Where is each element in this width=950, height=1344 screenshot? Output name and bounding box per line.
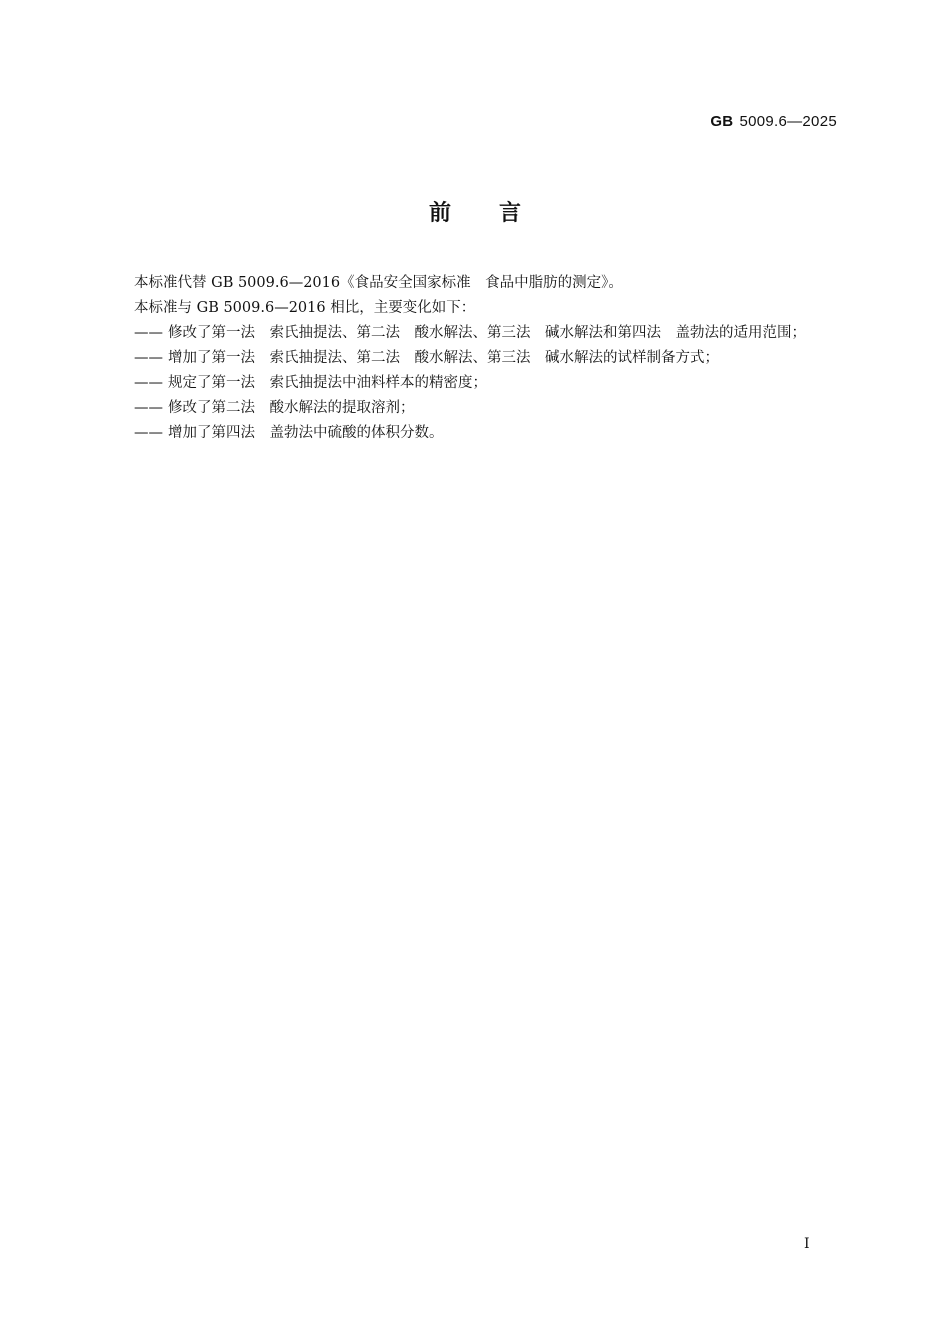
page-number: I (804, 1236, 810, 1252)
page-title: 前言 (428, 201, 569, 226)
intro-paragraph-2: 本标准与 GB 5009.6—2016 相比，主要变化如下： (134, 300, 476, 316)
change-item-text: 规定了第一法 索氏抽提法中油料样本的精密度； (168, 375, 487, 391)
intro-paragraph-1: 本标准代替 GB 5009.6—2016《食品安全国家标准 食品中脂肪的测定》。 (134, 275, 623, 291)
preface-body (134, 271, 837, 446)
change-item-3 (134, 371, 837, 396)
dash-marker: —— (134, 425, 163, 441)
standard-code: 5009.6—2025 (739, 113, 837, 130)
change-item-2 (134, 346, 837, 371)
change-item-text: 修改了第二法 酸水解法的提取溶剂； (168, 400, 415, 416)
change-item-text: 修改了第一法 索氏抽提法、第二法 酸水解法、第三法 碱水解法和第四法 盖勃法的适用范围； (168, 325, 806, 341)
dash-marker: —— (134, 350, 163, 366)
change-item-5 (134, 421, 837, 446)
change-item-1 (134, 321, 837, 346)
dash-marker: —— (134, 375, 163, 391)
dash-marker: —— (134, 325, 163, 341)
standard-prefix: GB (710, 113, 734, 130)
dash-marker: —— (134, 400, 163, 416)
change-item-4 (134, 396, 837, 421)
standard-number (710, 113, 837, 130)
change-item-text: 增加了第四法 盖勃法中硫酸的体积分数。 (168, 425, 444, 441)
change-item-text: 增加了第一法 索氏抽提法、第二法 酸水解法、第三法 碱水解法的试样制备方式； (168, 350, 719, 366)
